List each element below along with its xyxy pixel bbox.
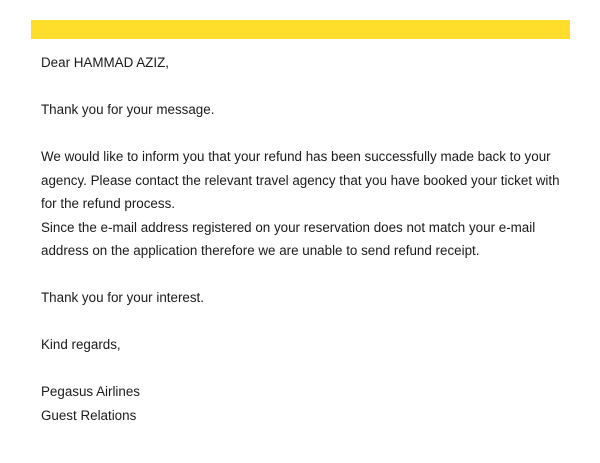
refund-paragraph: We would like to inform you that your refund has been successfully made back to your agency. Please contact the relevant travel agency that you have booked your ticket with for the refund process. bbox=[41, 149, 560, 211]
header-accent-bar bbox=[31, 20, 570, 39]
signature-company: Pegasus Airlines bbox=[41, 384, 140, 399]
spacer bbox=[41, 75, 571, 99]
email-mismatch-paragraph: Since the e-mail address registered on your reservation does not match your e-mail address on the application therefore we are unable to send refund receipt. bbox=[41, 219, 536, 258]
spacer bbox=[41, 310, 571, 334]
thanks-interest: Thank you for your interest. bbox=[41, 290, 204, 305]
signature-department: Guest Relations bbox=[41, 407, 137, 423]
thanks-message: Thank you for your message. bbox=[41, 102, 215, 117]
greeting: Dear HAMMAD AZIZ, bbox=[41, 55, 169, 70]
spacer bbox=[41, 122, 571, 146]
spacer bbox=[41, 357, 571, 381]
email-body bbox=[41, 51, 571, 427]
spacer bbox=[41, 263, 571, 287]
closing: Kind regards, bbox=[41, 337, 121, 352]
